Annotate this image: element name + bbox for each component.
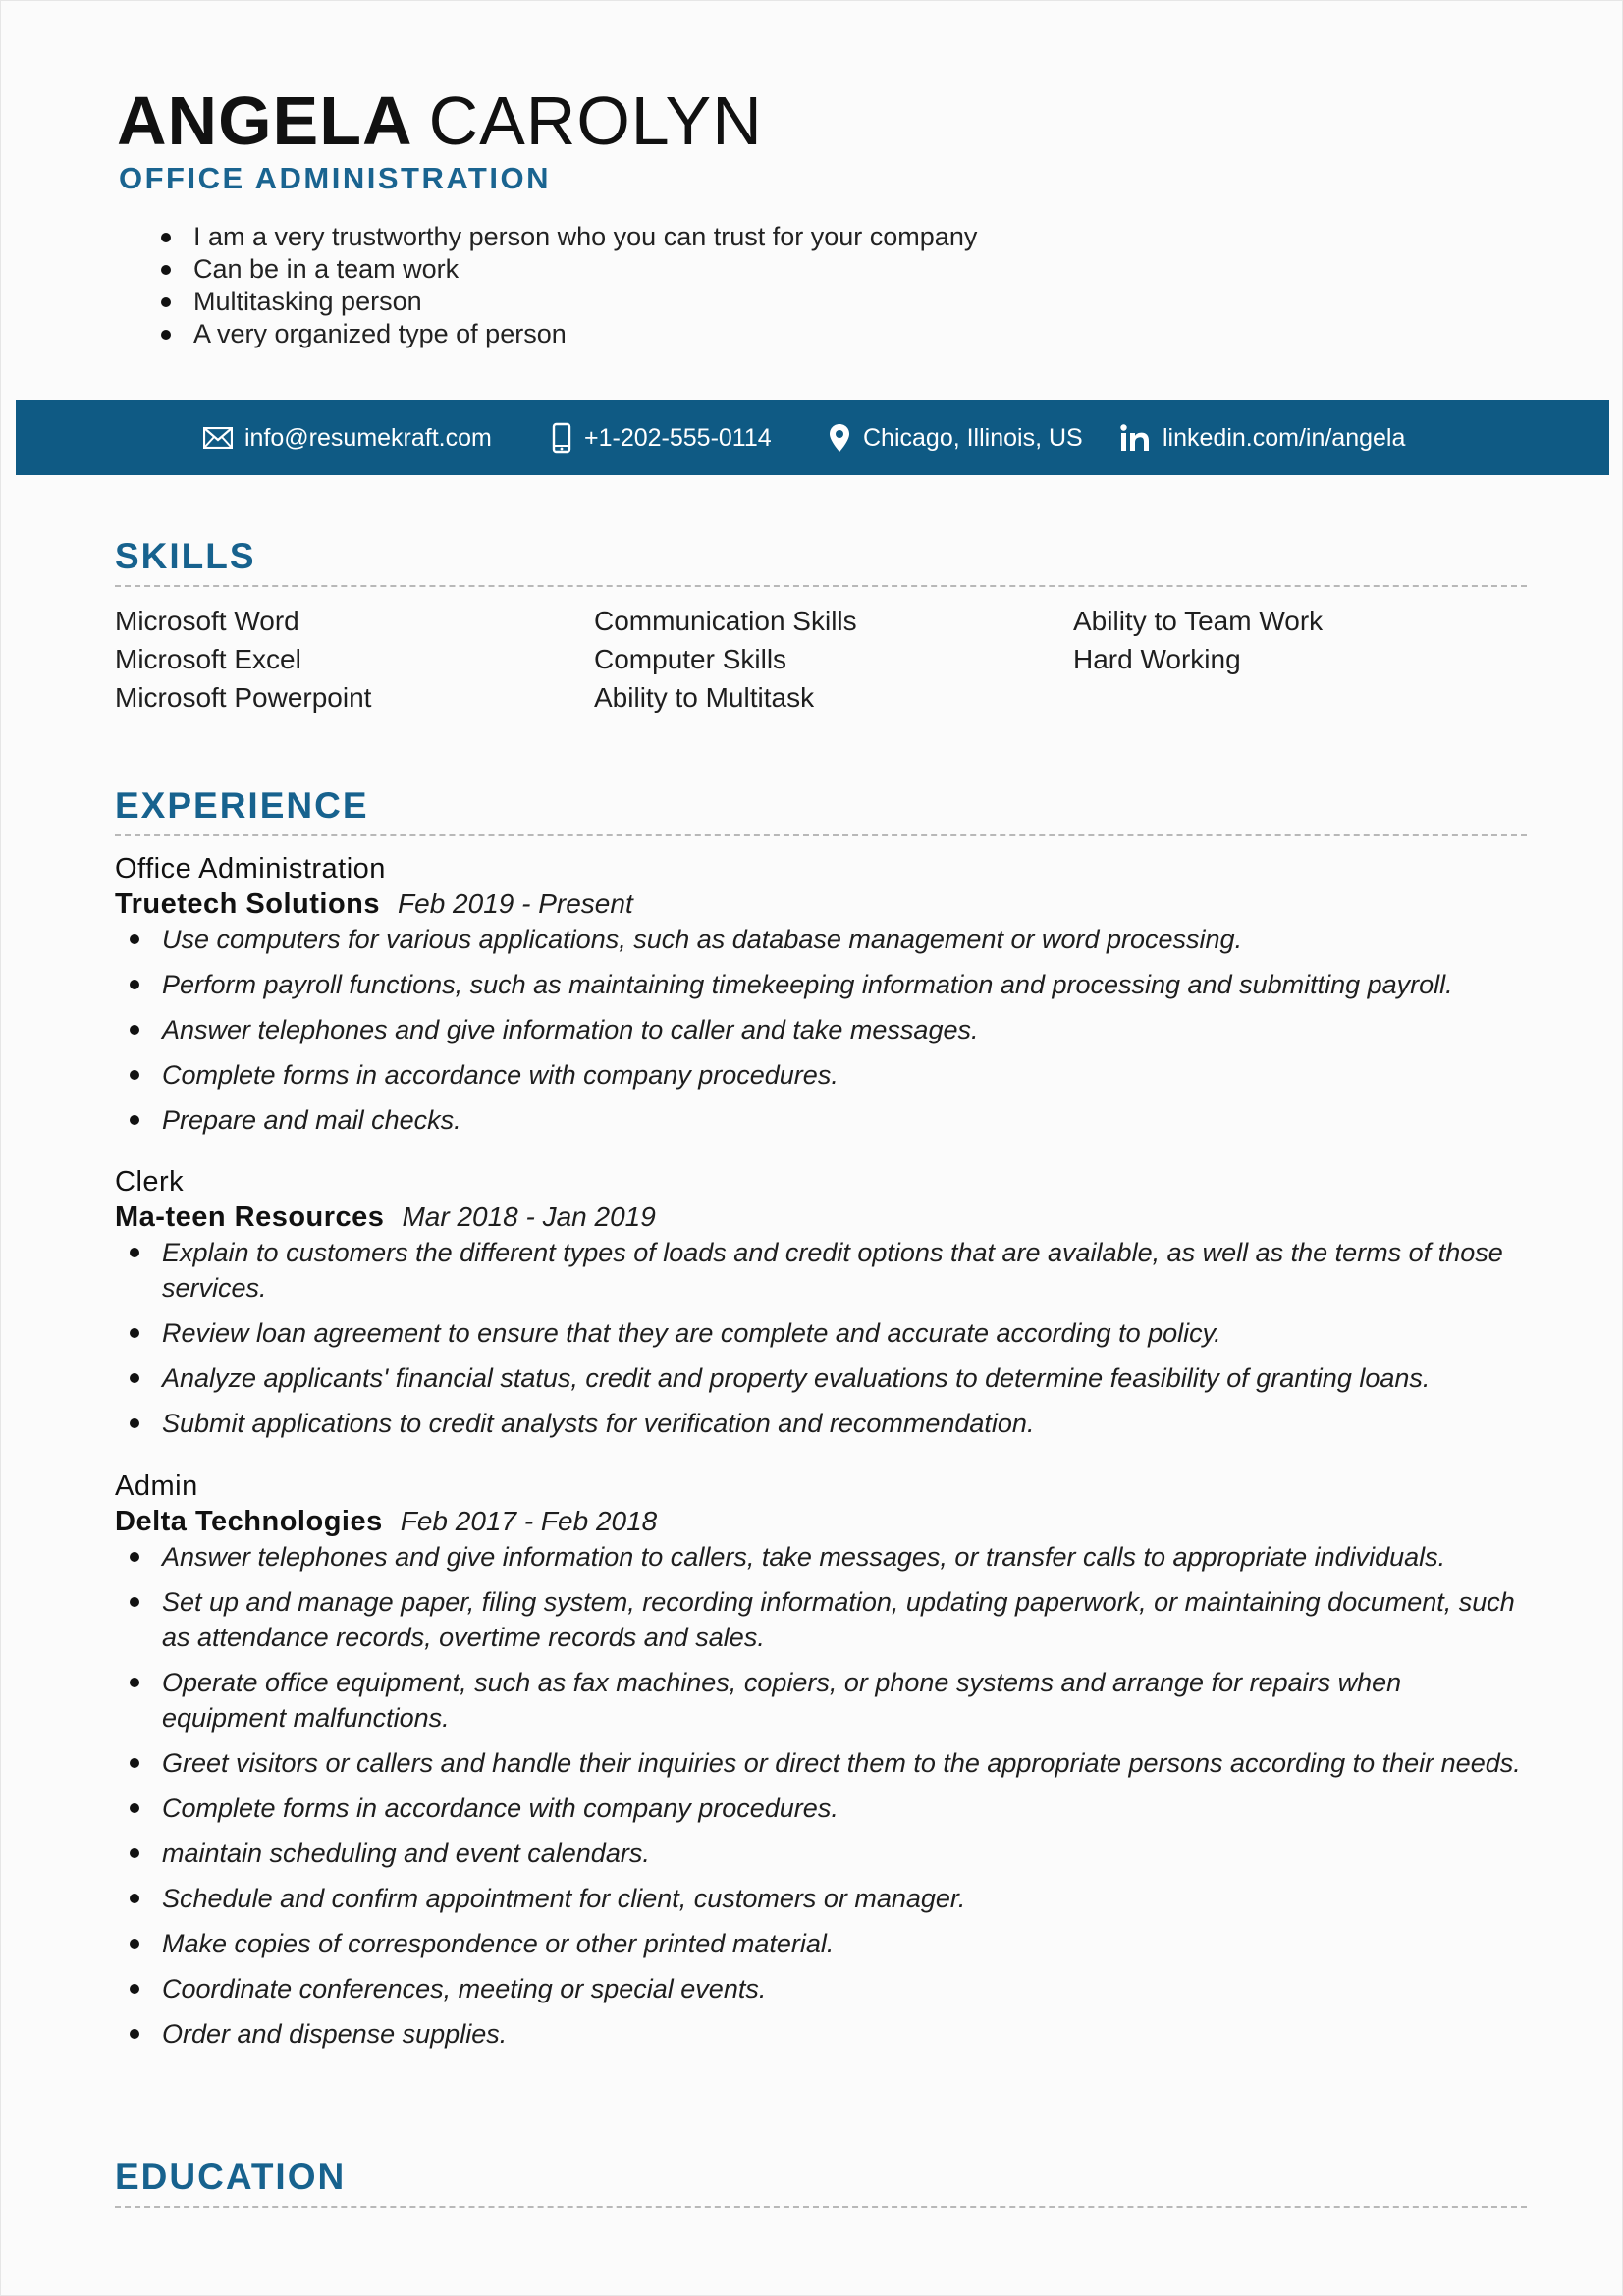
duty-item: Schedule and confirm appointment for client, customers or manager.	[115, 1881, 1529, 1916]
skill-item: Hard Working	[1073, 644, 1241, 674]
skills-column	[115, 602, 371, 717]
duty-item: Greet visitors or callers and handle their inquiries or direct them to the appropriate persons according to their needs.	[115, 1745, 1529, 1781]
experience-entry	[115, 1468, 1529, 2061]
skill-item: Communication Skills	[594, 606, 857, 636]
job-dates: Feb 2017 - Feb 2018	[400, 1506, 658, 1536]
duty-item: Use computers for various applications, such as database management or word processing.	[115, 922, 1529, 957]
job-company-line	[115, 1504, 1529, 1539]
skill-item: Ability to Multitask	[594, 682, 815, 713]
job-dates: Mar 2018 - Jan 2019	[402, 1201, 656, 1232]
duty-item: Coordinate conferences, meeting or special events.	[115, 1971, 1529, 2006]
last-name: CAROLYN	[428, 82, 763, 159]
skill-item: Ability to Team Work	[1073, 606, 1324, 636]
duty-item: Submit applications to credit analysts for verification and recommendation.	[115, 1406, 1529, 1441]
duty-item: Answer telephones and give information to caller and take messages.	[115, 1012, 1529, 1047]
skill-item: Microsoft Excel	[115, 644, 301, 674]
duty-item: Complete forms in accordance with company procedures.	[115, 1057, 1529, 1093]
job-dates: Feb 2019 - Present	[398, 888, 633, 919]
duty-item: maintain scheduling and event calendars.	[115, 1836, 1529, 1871]
contact-phone[interactable]	[551, 400, 772, 475]
summary-item: Multitasking person	[158, 286, 977, 318]
linkedin-icon	[1119, 423, 1151, 453]
duty-item: Make copies of correspondence or other printed material.	[115, 1926, 1529, 1961]
company-name: Delta Technologies	[115, 1506, 383, 1537]
job-title: OFFICE ADMINISTRATION	[119, 161, 551, 195]
duty-list	[115, 1539, 1529, 2052]
section-divider	[115, 2206, 1527, 2208]
skill-item: Microsoft Word	[115, 606, 299, 636]
experience-entry	[115, 851, 1529, 1148]
company-name: Truetech Solutions	[115, 888, 381, 920]
job-role: Clerk	[115, 1166, 185, 1198]
phone-icon	[551, 422, 572, 454]
contact-bar	[16, 400, 1609, 475]
company-name: Ma-teen Resources	[115, 1201, 385, 1233]
section-divider	[115, 585, 1527, 587]
skills-column	[1073, 602, 1323, 678]
duty-item: Perform payroll functions, such as maintaining timekeeping information and processing and submitting payroll.	[115, 967, 1529, 1002]
duty-item: Operate office equipment, such as fax machines, copiers, or phone systems and arrange for repairs when equipment malfunctions.	[115, 1665, 1529, 1735]
job-role: Admin	[115, 1470, 198, 1502]
duty-item: Set up and manage paper, filing system, recording information, updating paperwork, or maintaining document, such as attendance records, overtime records and sales.	[115, 1584, 1529, 1655]
experience-entry	[115, 1164, 1529, 1451]
duty-item: Answer telephones and give information to callers, take messages, or transfer calls to appropriate individuals.	[115, 1539, 1529, 1575]
contact-email[interactable]	[203, 400, 492, 475]
job-role: Office Administration	[115, 853, 386, 884]
duty-list	[115, 922, 1529, 1138]
linkedin-text: linkedin.com/in/angela	[1163, 423, 1406, 452]
job-company-line	[115, 886, 1529, 922]
experience-heading: EXPERIENCE	[115, 785, 369, 826]
duty-item: Review loan agreement to ensure that they are complete and accurate according to policy.	[115, 1315, 1529, 1351]
duty-list	[115, 1235, 1529, 1441]
envelope-icon	[203, 427, 233, 449]
location-pin-icon	[828, 422, 851, 454]
phone-text: +1-202-555-0114	[584, 423, 772, 452]
duty-item: Order and dispense supplies.	[115, 2016, 1529, 2052]
duty-item: Analyze applicants' financial status, credit and property evaluations to determine feasibility of granting loans.	[115, 1361, 1529, 1396]
education-heading: EDUCATION	[115, 2157, 347, 2197]
first-name: ANGELA	[117, 82, 413, 159]
contact-location	[828, 400, 1083, 475]
summary-item: I am a very trustworthy person who you can trust for your company	[158, 221, 977, 253]
section-divider	[115, 834, 1527, 836]
candidate-name	[117, 80, 763, 162]
duty-item: Prepare and mail checks.	[115, 1102, 1529, 1138]
duty-item: Explain to customers the different types of loads and credit options that are available, as well as the terms of those services.	[115, 1235, 1529, 1306]
email-text: info@resumekraft.com	[244, 423, 492, 452]
duty-item: Complete forms in accordance with company procedures.	[115, 1790, 1529, 1826]
summary-item: A very organized type of person	[158, 318, 977, 350]
summary-list	[158, 221, 977, 350]
contact-linkedin[interactable]	[1119, 400, 1405, 475]
summary-item: Can be in a team work	[158, 253, 977, 286]
skill-item: Computer Skills	[594, 644, 787, 674]
skill-item: Microsoft Powerpoint	[115, 682, 372, 713]
location-text: Chicago, Illinois, US	[863, 423, 1083, 452]
skills-column	[594, 602, 857, 717]
job-company-line	[115, 1200, 1529, 1235]
skills-heading: SKILLS	[115, 536, 256, 576]
